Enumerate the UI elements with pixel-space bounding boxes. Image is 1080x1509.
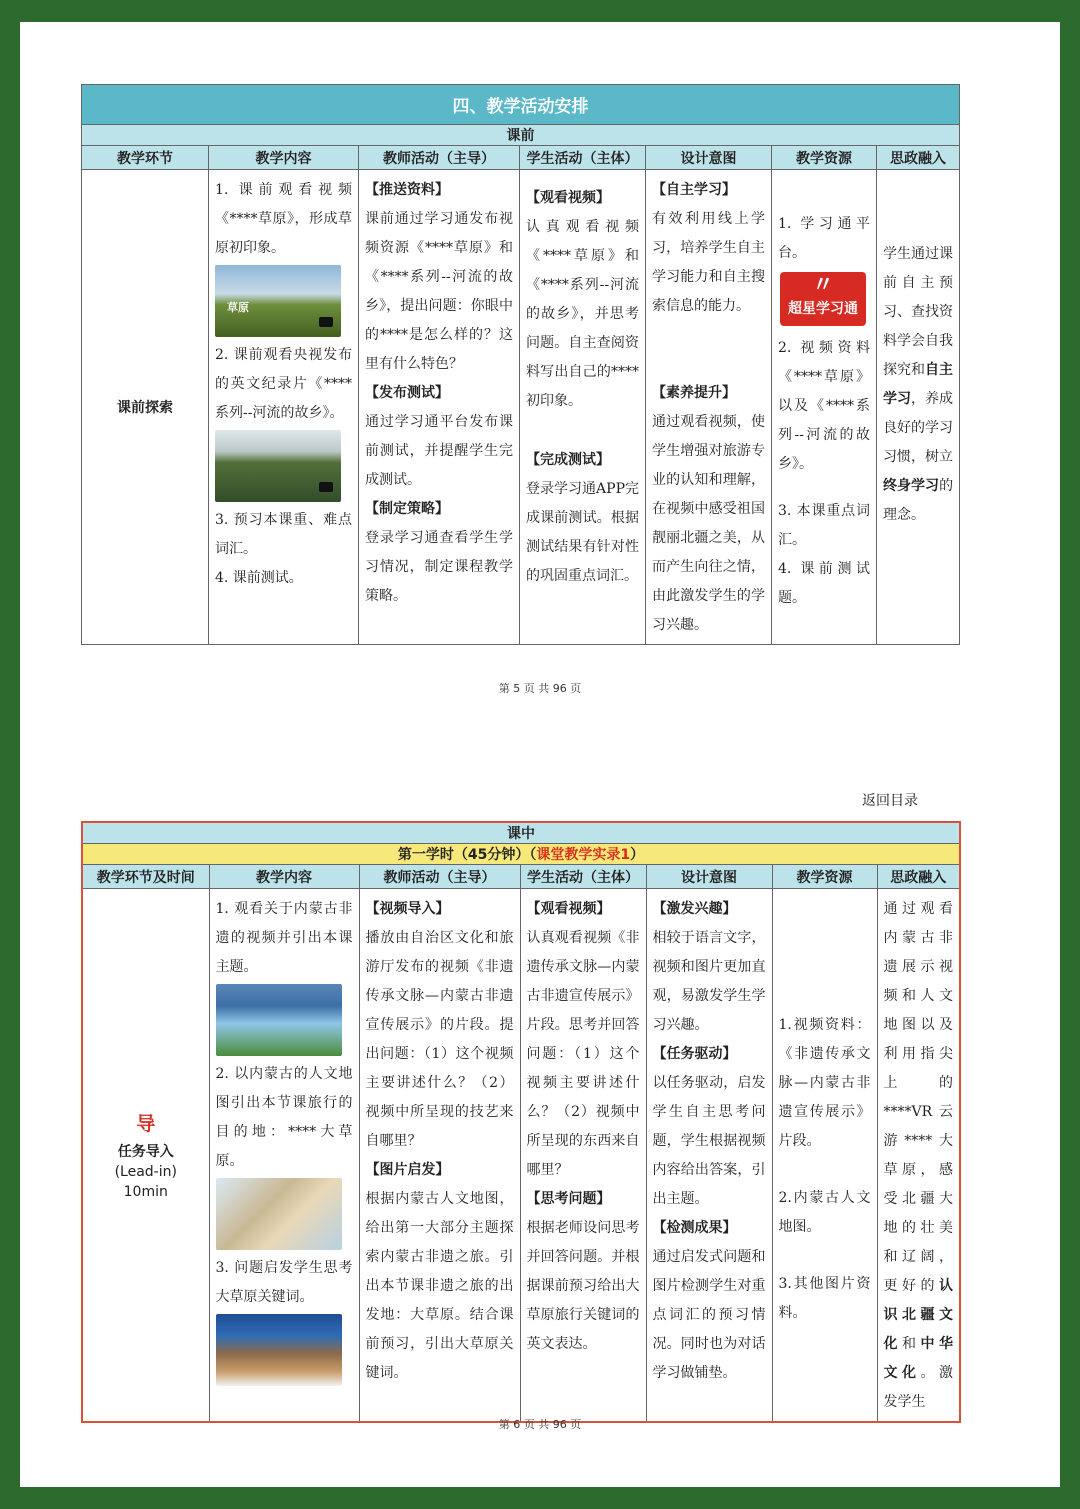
content-item: 3. 问题启发学生思考大草原关键词。 bbox=[215, 1260, 353, 1305]
intent-cell bbox=[646, 889, 772, 1423]
column-header: 教学环节 bbox=[82, 146, 209, 170]
column-header: 教学资源 bbox=[772, 865, 877, 889]
activity-text: 根据内蒙古人文地图，给出第一大部分主题探索内蒙古非遗之旅。引出本节课非遗之旅的出发地：大草原。结合课前预习，引出大草原关键词。 bbox=[365, 1191, 514, 1381]
column-header: 教学资源 bbox=[772, 146, 877, 170]
back-to-contents-link[interactable]: 返回目录 bbox=[862, 793, 918, 809]
intent-text: 以任务驱动，启发学生自主思考问题，学生根据视频内容给出答案，引出主题。 bbox=[652, 1075, 766, 1207]
ideology-cell: 学生通过课前自主预习、查找资料学会自我探究和自主学习，养成良好的学习习惯，树立终身学习的理念。 bbox=[877, 170, 960, 645]
in-class-table bbox=[81, 821, 961, 1423]
column-header: 教学环节及时间 bbox=[82, 865, 209, 889]
logo-mark-icon: 〃 bbox=[811, 273, 834, 298]
pre-class-table bbox=[81, 84, 960, 645]
intent-text: 相较于语言文字，视频和图片更加直观，易激发学生学习兴趣。 bbox=[652, 930, 766, 1033]
culture-map-image bbox=[216, 1178, 342, 1250]
intent-cell bbox=[646, 170, 772, 645]
activity-heading: 【观看视频】 bbox=[526, 901, 611, 917]
activity-text: 播放由自治区文化和旅游厅发布的视频《非遗传承文脉—内蒙古非遗宣传展示》的片段。提出问题：（1）这个视频主要讲述什么？（2）视频中所呈现的技艺来自哪里？ bbox=[365, 930, 514, 1149]
activity-heading: 【发布测试】 bbox=[365, 385, 449, 401]
intent-heading: 【素养提升】 bbox=[652, 385, 736, 401]
column-header: 教师活动（主导） bbox=[359, 146, 520, 170]
resource-item: 3.其他图片资料。 bbox=[778, 1276, 871, 1321]
activity-heading: 【图片启发】 bbox=[365, 1162, 450, 1178]
content-cell bbox=[209, 889, 359, 1423]
intent-heading: 【检测成果】 bbox=[652, 1220, 737, 1236]
resource-item: 2. 视频资料《****草原》以及《****系列--河流的故乡》。 bbox=[778, 340, 870, 472]
activity-text: 登录学习通APP完成课前测试。根据测试结果有针对性的巩固重点词汇。 bbox=[526, 481, 639, 584]
activity-text: 认真观看视频《****草原》和《****系列--河流的故乡》，并思考问题。自主查阅资料写出自己的****初印象。 bbox=[526, 219, 639, 409]
intent-heading: 【自主学习】 bbox=[652, 182, 736, 198]
page-footer: 第 5 页 共 96 页 bbox=[498, 682, 582, 695]
resource-item: 2.内蒙古人文地图。 bbox=[778, 1190, 871, 1235]
resource-item: 3. 本课重点词汇。 bbox=[778, 503, 870, 548]
activity-heading: 【推送资料】 bbox=[365, 182, 449, 198]
activity-heading: 【完成测试】 bbox=[526, 452, 610, 468]
resources-cell bbox=[772, 889, 877, 1423]
phase-cell: 课前探索 bbox=[82, 170, 209, 645]
column-header: 学生活动（主体） bbox=[520, 146, 646, 170]
column-header: 教师活动（主导） bbox=[359, 865, 520, 889]
student-cell bbox=[520, 889, 646, 1423]
watch-and-answer-slide bbox=[216, 984, 342, 1056]
teacher-cell bbox=[359, 889, 520, 1423]
activity-heading: 【视频导入】 bbox=[365, 901, 450, 917]
content-item: 2. 以内蒙古的人文地图引出本节课旅行的目的地：****大草原。 bbox=[215, 1066, 353, 1169]
play-icon bbox=[319, 482, 333, 492]
content-item: 3. 预习本课重、难点词汇。 bbox=[215, 512, 352, 557]
activity-heading: 【思考问题】 bbox=[526, 1191, 611, 1207]
intent-text: 有效利用线上学习，培养学生自主学习能力和自主搜索信息的能力。 bbox=[652, 211, 765, 314]
column-header: 学生活动（主体） bbox=[520, 865, 646, 889]
intent-heading: 【任务驱动】 bbox=[652, 1046, 737, 1062]
thumbnail-caption: 草原 bbox=[227, 301, 249, 314]
intent-text: 通过观看视频，使学生增强对旅游专业的认知和理解，在视频中感受祖国靓丽北疆之美，从而产生向往之情，由此激发学生的学习兴趣。 bbox=[652, 414, 765, 633]
content-item: 1. 观看关于内蒙古非遗的视频并引出本课主题。 bbox=[215, 901, 353, 975]
stage-label: 课前 bbox=[82, 125, 960, 146]
teacher-cell bbox=[359, 170, 520, 645]
column-header: 设计意图 bbox=[646, 865, 772, 889]
column-header: 教学内容 bbox=[209, 146, 359, 170]
activity-text: 通过学习通平台发布课前测试，并提醒学生完成测试。 bbox=[365, 414, 513, 488]
intent-text: 通过启发式问题和图片检测学生对重点词汇的预习情况。同时也为对话学习做铺垫。 bbox=[652, 1249, 766, 1381]
section-title: 四、教学活动安排 bbox=[82, 85, 960, 125]
ideology-cell: 通过观看内蒙古非遗展示视频和人文地图以及利用指尖上的****VR云游****大草原，感受北疆大地的壮美和辽阔，更好的认识北疆文化和中华文化。激发学生 bbox=[877, 889, 960, 1423]
student-cell bbox=[520, 170, 646, 645]
activity-heading: 【制定策略】 bbox=[365, 501, 449, 517]
resource-item: 1.视频资料：《非遗传承文脉—内蒙古非遗宣传展示》片段。 bbox=[778, 1017, 871, 1149]
intent-heading: 【激发兴趣】 bbox=[652, 901, 737, 917]
activity-text: 根据老师设问思考并回答问题。并根据课前预习给出大草原旅行关键词的英文表达。 bbox=[526, 1220, 640, 1352]
river-video-thumbnail[interactable] bbox=[215, 430, 341, 502]
phase-cell: 导 任务导入 (Lead-in) 10min bbox=[82, 889, 209, 1423]
play-icon bbox=[319, 317, 333, 327]
resources-cell bbox=[772, 170, 877, 645]
content-item: 4. 课前测试。 bbox=[215, 570, 303, 586]
content-item: 2. 课前观看央视发布的英文纪录片《****系列--河流的故乡》。 bbox=[215, 347, 352, 421]
content-cell bbox=[209, 170, 359, 645]
stage-label: 课中 bbox=[82, 822, 960, 844]
chaoxing-logo: 〃 超星学习通 bbox=[780, 272, 866, 326]
grassland-video-thumbnail[interactable] bbox=[215, 265, 341, 337]
column-header: 思政融入 bbox=[877, 146, 960, 170]
content-item: 1. 课前观看视频《****草原》，形成草原初印象。 bbox=[215, 182, 352, 256]
activity-text: 课前通过学习通发布视频资源《****草原》和《****系列--河流的故乡》，提出问题：你眼中的****是怎么样的？这里有什么特色？ bbox=[365, 211, 513, 372]
resource-item: 1. 学习通平台。 bbox=[778, 216, 870, 261]
page-footer: 第 6 页 共 96 页 bbox=[498, 1418, 582, 1431]
column-header: 设计意图 bbox=[646, 146, 772, 170]
lesson-record-link[interactable]: 课堂教学实录1 bbox=[536, 847, 631, 863]
column-header: 思政融入 bbox=[877, 865, 960, 889]
resource-item: 4. 课前测试题。 bbox=[778, 561, 870, 606]
column-header: 教学内容 bbox=[209, 865, 359, 889]
activity-text: 认真观看视频《非遗传承文脉—内蒙古非遗宣传展示》片段。思考并回答问题：（1）这个视频主要讲述什么？（2）视频中所呈现的东西来自哪里？ bbox=[526, 930, 640, 1178]
phase-mark: 导 bbox=[136, 1112, 156, 1135]
activity-text: 登录学习通查看学生学习情况，制定课程教学策略。 bbox=[365, 530, 513, 604]
keywords-image bbox=[216, 1314, 342, 1386]
period-label: 第一学时（45分钟）（课堂教学实录1） bbox=[82, 844, 960, 865]
activity-heading: 【观看视频】 bbox=[526, 190, 610, 206]
